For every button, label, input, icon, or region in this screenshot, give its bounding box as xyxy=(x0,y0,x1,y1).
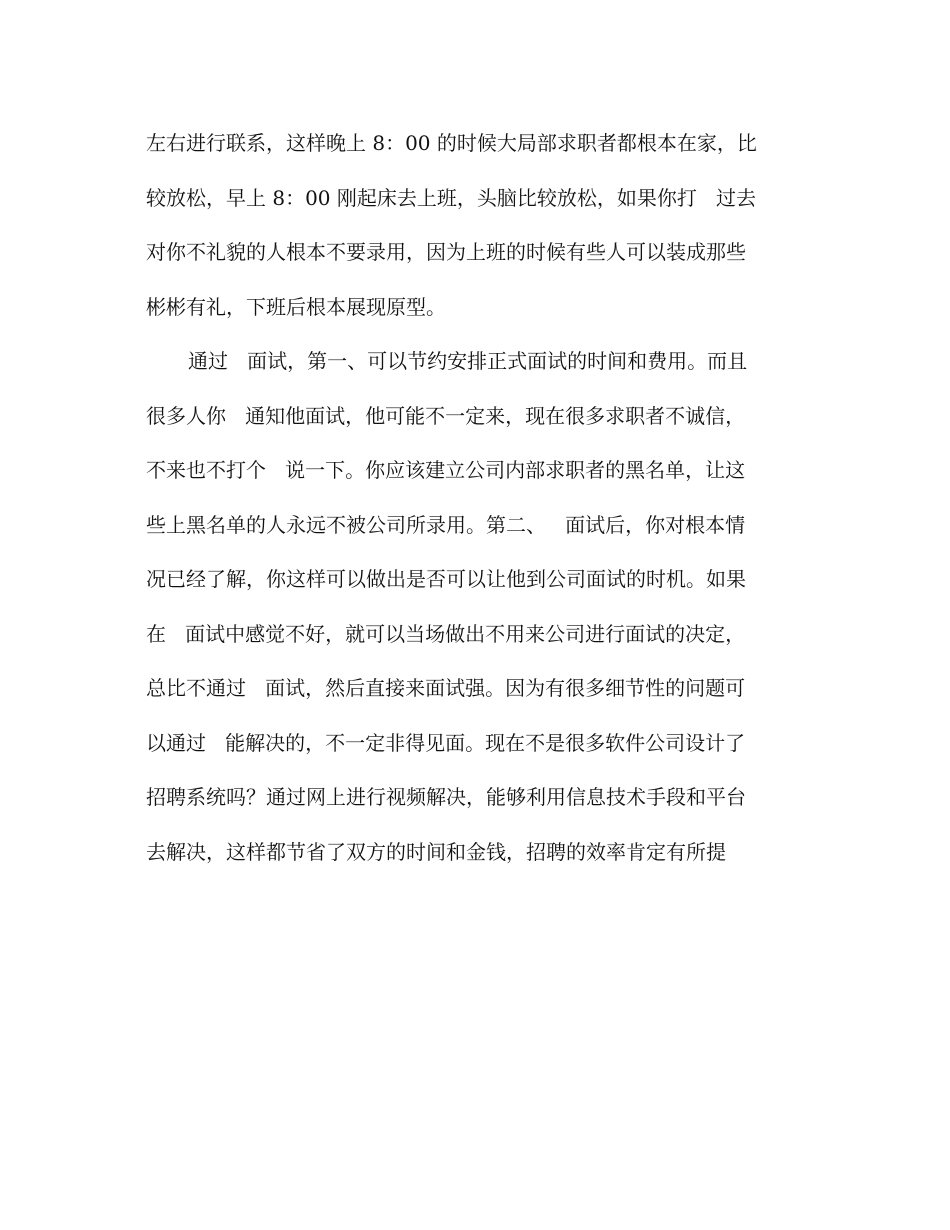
text-line: 较放松，早上 8：00 刚起床去上班，头脑比较放松，如果你打 过去 xyxy=(146,185,756,210)
text-line: 招聘系统吗？通过网上进行视频解决，能够利用信息技术手段和平台 xyxy=(146,785,746,809)
text-line: 不来也不打个 说一下。你应该建立公司内部求职者的黑名单，让这 xyxy=(146,458,746,482)
text-line: 总比不通过 面试，然后直接来面试强。因为有很多细节性的问题可 xyxy=(146,676,746,700)
paragraph-start-line: 通过 面试，第一、可以节约安排正式面试的时间和费用。而且 xyxy=(188,349,748,373)
text-line: 些上黑名单的人永远不被公司所录用。第二、 面试后，你对根本情 xyxy=(146,512,746,537)
body-text xyxy=(146,120,806,883)
text-line: 对你不礼貌的人根本不要录用，因为上班的时候有些人可以装成那些 xyxy=(146,240,746,264)
text-line: 在 面试中感觉不好，就可以当场做出不用来公司进行面试的决定， xyxy=(146,621,746,646)
text-line: 彬彬有礼，下班后根本展现原型。 xyxy=(146,294,446,319)
text-line: 去解决，这样都节省了双方的时间和金钱，招聘的效率肯定有所提 xyxy=(146,839,726,864)
text-line: 左右进行联系，这样晚上 8：00 的时候大局部求职者都根本在家，比 xyxy=(146,131,757,155)
text-line: 以通过 能解决的，不一定非得见面。现在不是很多软件公司设计了 xyxy=(146,730,746,755)
text-line: 况已经了解，你这样可以做出是否可以让他到公司面试的时机。如果 xyxy=(146,567,746,591)
text-line: 很多人你 通知他面试，他可能不一定来，现在很多求职者不诚信， xyxy=(146,403,746,428)
